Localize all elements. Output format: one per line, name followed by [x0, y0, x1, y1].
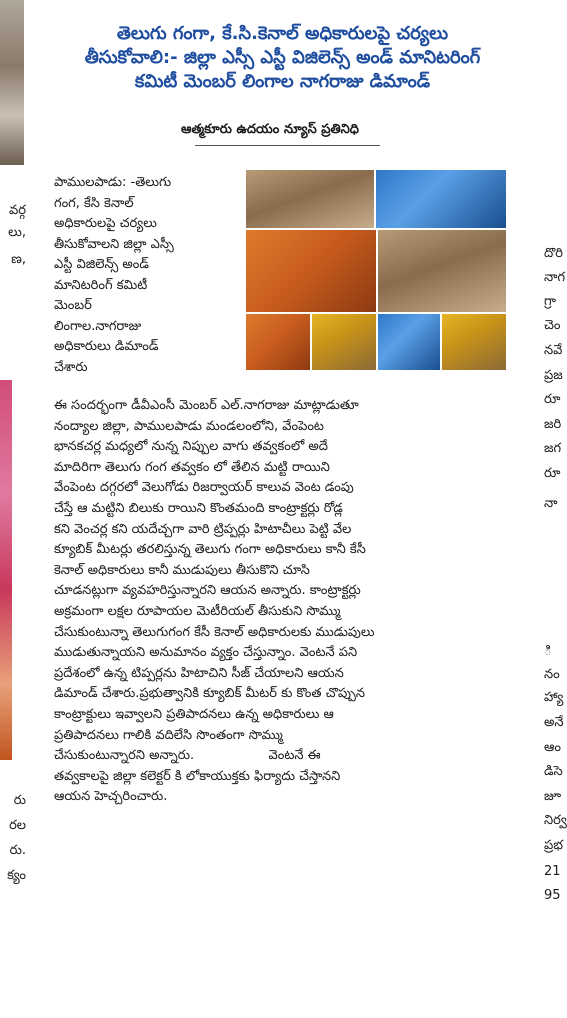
right-text-fragment: జగ: [544, 441, 562, 456]
photo-truck-front: [376, 170, 506, 228]
adjacent-right-column: [540, 0, 567, 1018]
article-body: [54, 396, 504, 808]
article-photo-collage: [246, 170, 506, 370]
body-line: కని వెంచర్ల కని యదేచ్చగా వారి ట్రిప్పర్లు హిటాచీలు పెట్టి వేల: [54, 521, 352, 537]
right-text-fragment: ప్రజ: [544, 368, 563, 383]
lead-line: చేశారు: [54, 359, 88, 375]
article-headline: [30, 22, 535, 94]
lead-line: పాములపాడు: -తెలుగు: [54, 175, 172, 190]
body-line: నంద్యాల జిల్లా, పాములపాడు మండలంలోని, వేంపెంట: [54, 418, 324, 434]
body-line: చేసుకుంటున్నా తెలుగుగంగ కేసీ కెనాల్ అధికారులకు ముడుపులు: [54, 624, 375, 640]
right-text-fragment: హ్యా: [544, 690, 564, 705]
photo-excavator: [312, 314, 376, 370]
body-line: అక్రమంగా లక్షల రూపాయల మెటీరియల్ తీసుకుని సొమ్ము: [54, 603, 341, 619]
left-text-fragment: లు,: [8, 225, 26, 240]
left-text-fragment: రల: [9, 818, 26, 833]
body-line: ఆయన హెచ్చరించారు.: [54, 789, 168, 805]
headline-line: తెలుగు గంగా, కే.సి.కెనాల్ అధికారులపై చర్యలు: [116, 23, 449, 44]
body-line: ముడుతున్నాయని అనుమానం వ్యక్తం చేస్తున్నాం. వెంటనే పని: [54, 645, 358, 661]
lead-line: మెంబర్: [54, 298, 92, 313]
photo-hitachi: [442, 314, 506, 370]
right-text-fragment: నవే: [544, 343, 563, 358]
right-text-fragment: రూ: [544, 392, 561, 407]
adjacent-left-photo: [0, 0, 24, 165]
lead-line: గంగ, కేసి కెనాల్: [54, 195, 134, 211]
right-text-fragment: నం: [544, 667, 560, 682]
photo-excavation-site: [246, 170, 374, 228]
body-line: చేస్తే ఆ మట్టిని బిలుకు రాయిని కొంతమంది కాంట్రాక్టర్లు రోడ్ల: [54, 500, 343, 516]
body-line: చేసుకుంటున్నారని అన్నారు. వెంటనే ఈ: [54, 748, 321, 764]
left-text-fragment: వర్గ: [9, 203, 26, 218]
right-text-fragment: 95: [544, 888, 561, 903]
right-text-fragment: జూ: [544, 789, 562, 804]
body-line: చూడనట్లుగా వ్యవహరిస్తున్నారని ఆయన అన్నారు. కాంట్రాక్టర్లు: [54, 583, 361, 599]
left-text-fragment: రు.: [9, 843, 26, 858]
photo-tipper-truck: [246, 230, 376, 312]
adjacent-left-column: [0, 0, 26, 1018]
body-line: డిమాండ్ చేశారు.ప్రభుత్వానికి క్యూబిక్ మీటర్ కు కొంత చొప్పున: [54, 686, 365, 702]
right-text-fragment: గ్రా: [544, 294, 556, 309]
lead-line: అధికారులపై చర్యలు: [54, 216, 157, 231]
right-text-fragment: రూ: [544, 466, 561, 481]
lead-line: లింగాల.నాగరాజు: [54, 318, 142, 334]
right-text-fragment: చెం: [544, 318, 561, 333]
right-text-fragment: ఆం: [544, 740, 561, 755]
lead-line: మానిటరింగ్ కమిటీ: [54, 277, 148, 293]
body-line: ఈ సందర్భంగా డీవీఎంసీ మెంబర్ ఎల్.నాగరాజు మాట్లాడుతూ: [54, 398, 359, 413]
body-line: ప్రదేశంలో ఉన్న టిప్పర్లను హిటాచిని సీజ్ చేయాలని ఆయన: [54, 665, 344, 681]
left-text-fragment: క్యం: [7, 868, 26, 883]
left-text-fragment: ణ,: [11, 252, 26, 267]
photo-tipper-side: [378, 314, 440, 370]
body-line: వేంపెంట దగ్గరలో వెలుగోడు రిజర్వాయర్ కాలువ వెంట డంపు: [54, 480, 354, 496]
body-line: క్యూబిక్ మీటర్లు తరలిస్తున్న తెలుగు గంగా అధికారులు కానీ కేసీ: [54, 542, 366, 558]
body-line: కాంట్రాక్టులు ఇవ్వాలని ప్రతిపాదనలు ఉన్న అధికారులు ఆ: [54, 706, 334, 722]
body-line: తవ్వకాలపై జిల్లా కలెక్టర్ కి లోకాయుక్తకు ఫిర్యాదు చేస్తానని: [54, 768, 341, 784]
right-text-fragment: జరి: [544, 417, 562, 432]
headline-line: తీసుకోవాలి:- జిల్లా ఎస్సీ ఎస్టీ విజిలెన్స్ అండ్ మానిటరింగ్: [84, 47, 481, 68]
byline-underline: [195, 145, 380, 146]
right-text-fragment: దొరి: [544, 246, 564, 261]
right-text-fragment: అనే: [544, 715, 564, 730]
right-text-fragment: నాగ: [544, 270, 566, 285]
lead-paragraph: [54, 173, 239, 378]
body-line: ప్రతిపాదనలు గాలికి వదిలేసి సొంతంగా సొమ్ము: [54, 727, 283, 743]
lead-line: అధికారులు డిమాండ్: [54, 339, 159, 354]
body-line: కెనాల్ అధికారులు కానీ ముడుపులు తీసుకొని చూసి: [54, 562, 310, 578]
body-line: భానకచర్ల మధ్యలో నున్న నిప్పుల వాగు తవ్వకంలో అదే: [54, 439, 328, 455]
lead-line: ఎస్టీ విజిలెన్స్ అండ్: [54, 257, 149, 272]
right-text-fragment: నా: [544, 496, 558, 511]
headline-line: కమిటీ మెంబర్ లింగాల నాగరాజు డిమాండ్: [134, 71, 431, 92]
left-text-fragment: రు: [13, 793, 26, 808]
right-text-fragment: ప్రభ: [544, 838, 563, 853]
right-text-fragment: డిసె: [544, 764, 563, 779]
photo-truck-small: [246, 314, 310, 370]
byline: ఆత్మకూరు ఉదయం న్యూస్ ప్రతినిధి: [181, 122, 359, 137]
right-text-fragment: 21: [544, 864, 561, 879]
adjacent-left-photo-colored: [0, 380, 12, 760]
right-text-fragment: నిర్వ: [544, 813, 567, 828]
lead-line: తీసుకోవాలని జిల్లా ఎస్సీ: [54, 236, 174, 252]
right-text-fragment: ి: [544, 644, 552, 659]
body-line: మాదిరిగా తెలుగు గంగ తవ్వకం లో తేలిన మట్టి రాయిని: [54, 459, 330, 475]
photo-dump-site: [378, 230, 506, 312]
